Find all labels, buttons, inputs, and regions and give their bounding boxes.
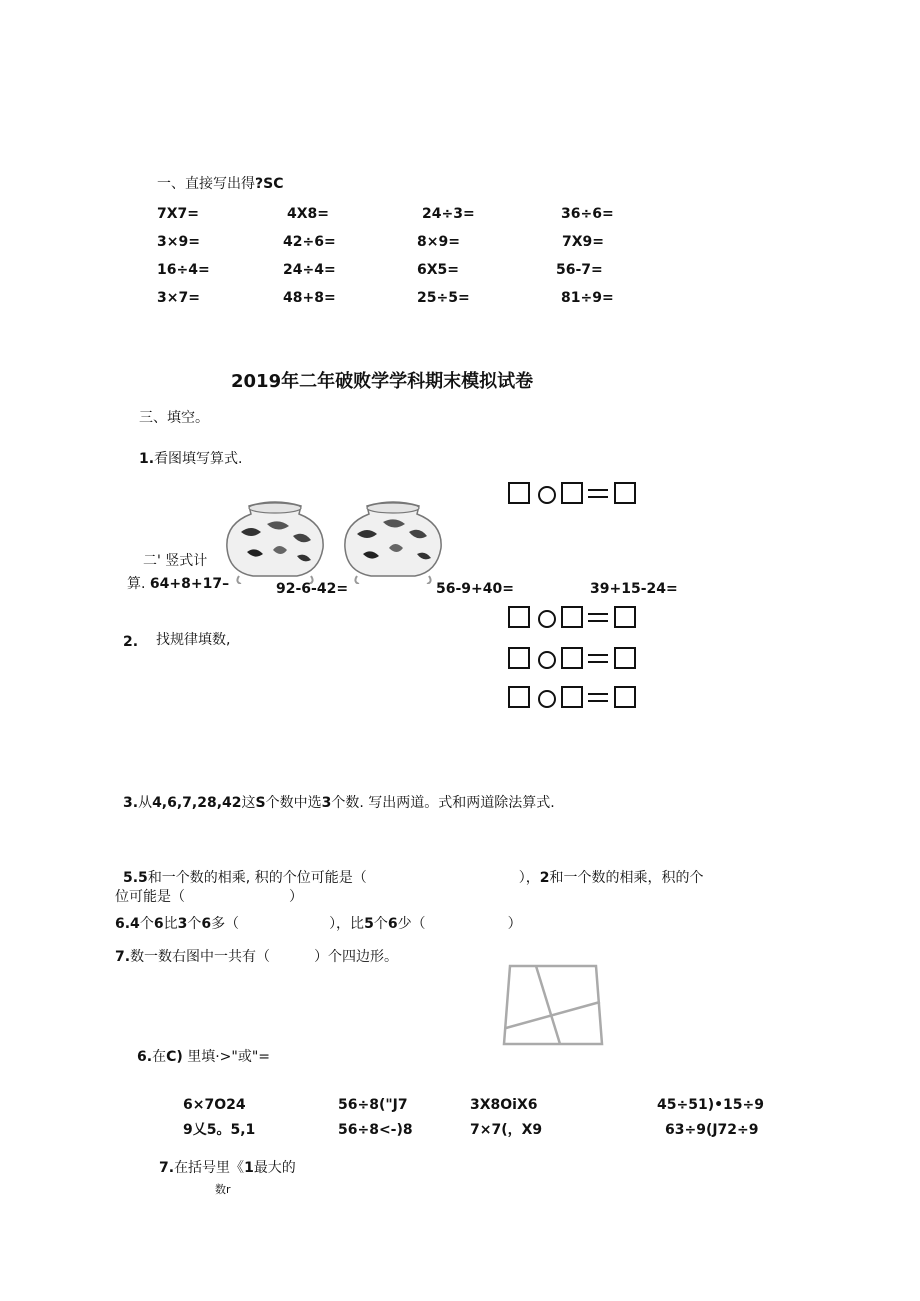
q5-line1 [123,869,703,887]
q6-text: 个 [373,916,388,932]
answer-box[interactable] [614,606,636,628]
section2-heading-line2 [127,575,229,593]
calc-item: 6X5= [417,262,460,278]
answer-box[interactable] [508,686,530,708]
calc-item: 16÷4= [157,262,210,278]
answer-box[interactable] [508,647,530,669]
answer-box[interactable] [561,606,583,628]
page-title: 2019年二年破败学学科期末模拟试卷 [231,371,534,392]
calc-item: 48+8= [283,290,336,306]
answer-box[interactable] [508,482,530,504]
q6-text: 个 [139,916,154,932]
q6b-text: 在 [152,1049,167,1065]
equals-sign [588,654,608,663]
q6-number: 6.4 [115,916,140,932]
answer-box[interactable] [508,606,530,628]
section3-heading: 三、填空。 [139,410,209,426]
calc-item: 25÷5= [417,290,470,306]
q6-text: ） [507,916,522,932]
operator-circle[interactable] [538,486,556,504]
calc-item: 7X7= [157,206,200,222]
compare-item[interactable]: 63÷9(J72÷9 [665,1122,759,1138]
q5-text: ）， [518,870,540,886]
section1-heading-text: 一、直接写出得 [157,176,255,192]
q6b-line [137,1048,270,1066]
answer-box[interactable] [561,482,583,504]
q6b-text: 里填 [187,1049,216,1065]
q3-text: 3 [321,795,332,811]
compare-item[interactable]: 7×7(，X9 [470,1122,543,1138]
calc-item: 24÷4= [283,262,336,278]
q6b-number: 6. [137,1049,153,1065]
vertical-calc-2: 92-6-42= [276,581,349,597]
q3-text: 个数中选 [265,795,322,811]
section2-label: 算. [127,576,146,592]
q5-text: 和一个数的相乘，积的个 [549,870,704,886]
compare-item[interactable]: 9乂5。5,1 [183,1122,256,1138]
calc-item: 81÷9= [561,290,614,306]
q3-number: 3. [123,795,139,811]
answer-box[interactable] [614,686,636,708]
compare-item[interactable]: 56÷8("J7 [338,1097,408,1113]
fishbowl-image-right [337,496,449,584]
calc-item: 56-7= [556,262,603,278]
vertical-calc-3: 56-9+40= [436,581,514,597]
calc-item: 3×7= [157,290,200,306]
q3-line [123,794,555,812]
q6-text: 5 [364,916,374,932]
q6-text: 比 [163,916,178,932]
q7b-number: 7. [159,1160,175,1176]
q6-text: 个 [187,916,202,932]
calc-item: 36÷6= [561,206,614,222]
equals-sign [588,489,608,498]
q6-text: 3 [177,916,188,932]
q7-text: 数一数右图中一共有（ [130,949,271,965]
operator-circle[interactable] [538,651,556,669]
fishbowl-image-left [219,496,331,584]
q6-text: 少（ [397,916,426,932]
q6-line [115,915,522,933]
answer-box[interactable] [614,647,636,669]
compare-item[interactable]: 45÷51)•15÷9 [657,1097,764,1113]
section2-heading-line1: 二' 竖式计 [143,553,208,569]
q7b-line [159,1159,296,1177]
q5-text: 位可能是（ [115,889,185,905]
q3-text: 这 [241,795,256,811]
q6b-text: ·>"或"= [215,1049,270,1065]
equals-sign [588,613,608,622]
q2-text: 找规律填数, [156,632,231,648]
section1-heading-suffix: ?SC [255,176,284,192]
q6-text: 6 [153,916,164,932]
q7b-text: 1 [244,1160,254,1176]
calc-item: 4X8= [287,206,330,222]
q7-line [115,948,398,966]
q1-number: 1. [139,451,155,467]
answer-box[interactable] [614,482,636,504]
operator-circle[interactable] [538,690,556,708]
q3-numbers: 4,6,7,28,42 [152,795,242,811]
equals-sign [588,693,608,702]
q3-text: 从 [138,795,153,811]
q6-text: 6 [387,916,398,932]
quadrilateral-figure [500,960,606,1046]
answer-box[interactable] [561,686,583,708]
operator-circle[interactable] [538,610,556,628]
calc-item: 42÷6= [283,234,336,250]
vertical-calc-1: 64+8+17– [149,576,230,592]
q5-number: 5.5 [123,870,148,886]
calc-item: 24÷3= [422,206,475,222]
q5-line2 [115,888,303,906]
q6-text: 6 [201,916,212,932]
q3-text: S [255,795,266,811]
q7-text: ）个四边形。 [314,949,399,965]
q6b-text: C) [166,1049,183,1065]
q2-number: 2. [123,634,139,650]
q3-text: 个数. 写出两道。式和两道除法算式. [331,795,555,811]
calc-item: 3×9= [157,234,200,250]
calc-item: 8×9= [417,234,460,250]
q6-text: ），比 [329,916,365,932]
q5-text: 2 [539,870,550,886]
q1-line [139,450,243,468]
compare-item[interactable]: 3X8OiX6 [470,1097,538,1113]
section1-heading [157,175,283,193]
q5-text: 和一个数的相乘, 积的个位可能是（ [147,870,367,886]
compare-item[interactable]: 56÷8<-)8 [338,1122,413,1138]
answer-box[interactable] [561,647,583,669]
text-fragment: 数r [215,1183,231,1196]
q7b-text: 在括号里《 [174,1160,245,1176]
q7-number: 7. [115,949,131,965]
q7b-text: 最大的 [253,1160,296,1176]
q1-text: 看图填写算式. [154,451,243,467]
vertical-calc-4: 39+15-24= [590,581,678,597]
calc-item: 7X9= [562,234,605,250]
q5-text: ） [289,889,303,905]
compare-item[interactable]: 6×7O24 [183,1097,246,1113]
q6-text: 多（ [211,916,240,932]
